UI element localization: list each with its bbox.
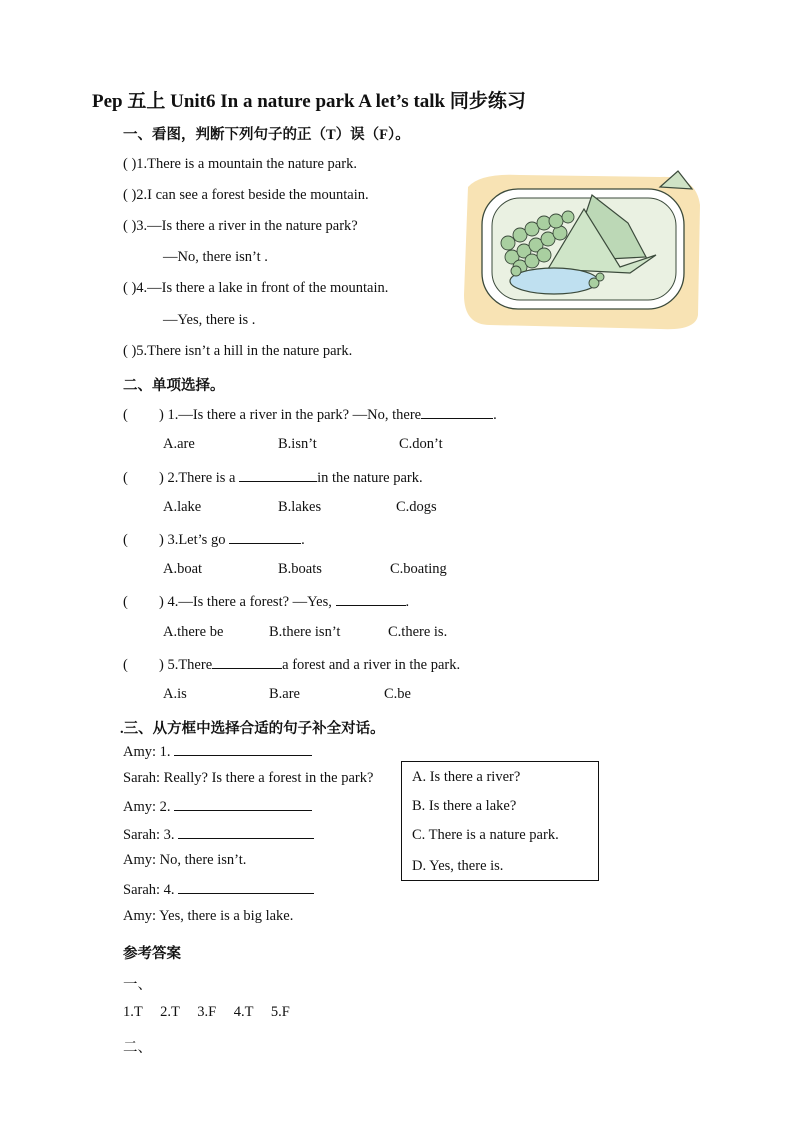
mc-option: C.don’t [399, 436, 443, 452]
mc-option: C.there is. [388, 624, 448, 640]
mc-option: A.boat [163, 561, 203, 577]
paren: ( [123, 280, 128, 296]
mc-option: B.boats [278, 561, 322, 577]
mc-option: B.isn’t [278, 436, 317, 452]
paren: ( [123, 470, 128, 486]
answer-blank [229, 530, 301, 544]
answer-blank [421, 405, 493, 419]
paren: ( [123, 657, 128, 673]
dialogue-line-4: Sarah: 3. [123, 825, 314, 844]
mc-option: A.lake [163, 499, 202, 515]
option-c: C. There is a nature park. [412, 827, 559, 843]
nature-park-illustration [460, 165, 702, 333]
tf-item-3-answer: —No, there isn’t . [163, 249, 268, 265]
answer-1: 1.T [123, 1004, 143, 1020]
mc-question-2: ( ) 2.There is a in the nature park. [123, 470, 423, 486]
answer-blank [178, 825, 314, 839]
paren: ( [123, 343, 128, 359]
section1-heading: 一、看图，判断下列句子的正（T）误（F）。 [123, 127, 410, 143]
tf-item-5: ( )5.There isn’t a hill in the nature park. [123, 343, 353, 359]
paren: ( [123, 407, 128, 423]
tf-item-2: ( )2.I can see a forest beside the mountain. [123, 187, 369, 203]
answers-part2-label: 二、 [123, 1040, 152, 1056]
section3-heading: .三、从方框中选择合适的句子补全对话。 [120, 721, 385, 737]
mc-question-4: ( ) 4.—Is there a forest? —Yes, . [123, 594, 410, 610]
mc-question-5: ( ) 5.There a forest and a river in the park. [123, 657, 461, 673]
paren: ( [123, 532, 128, 548]
answer-blank [178, 880, 314, 894]
mc-option: B.are [269, 686, 300, 702]
dialogue-line-7: Amy: Yes, there is a big lake. [123, 908, 294, 924]
dialogue-line-1: Amy: 1. [123, 742, 312, 761]
mc-option: C.dogs [396, 499, 437, 515]
option-a: A. Is there a river? [412, 769, 521, 785]
tf-item-4-answer: —Yes, there is . [163, 312, 256, 328]
mc-option: C.be [384, 686, 411, 702]
tf-item-1: ( )1.There is a mountain the nature park. [123, 156, 357, 172]
answer-5: 5.F [270, 1004, 290, 1020]
page-title: Pep 五上 Unit6 In a nature park A let’s talk 同步练习 [92, 91, 526, 112]
answer-blank [212, 655, 282, 669]
tf-item-4: ( )4.—Is there a lake in front of the mountain. [123, 280, 389, 296]
mc-option: A.is [163, 686, 187, 702]
mc-option: B.lakes [278, 499, 322, 515]
mc-question-3: ( ) 3.Let’s go . [123, 532, 305, 548]
mc-option: A.are [163, 436, 195, 452]
dialogue-line-6: Sarah: 4. [123, 880, 314, 899]
tf-item-3: ( )3.—Is there a river in the nature park? [123, 218, 358, 234]
mc-question-1: ( ) 1.—Is there a river in the park? —No, there . [123, 407, 497, 423]
answer-3: 3.F [197, 1004, 217, 1020]
section2-heading: 二、单项选择。 [123, 378, 225, 394]
paren: ( [123, 187, 128, 203]
answers-part1 [123, 1004, 290, 1021]
answer-2: 2.T [160, 1004, 180, 1020]
paren: ( [123, 156, 128, 172]
answer-blank [174, 797, 312, 811]
mc-option: B.there isn’t [269, 624, 341, 640]
mc-option: C.boating [390, 561, 447, 577]
option-d: D. Yes, there is. [412, 858, 504, 874]
answer-4: 4.T [233, 1004, 254, 1020]
dialogue-line-2: Sarah: Really? Is there a forest in the park? [123, 770, 374, 786]
dialogue-line-5: Amy: No, there isn’t. [123, 852, 247, 868]
paren: ( [123, 594, 128, 610]
mc-option: A.there be [163, 624, 224, 640]
answer-blank [174, 742, 312, 756]
answer-blank [336, 592, 406, 606]
answers-part1-label: 一、 [123, 977, 152, 993]
answer-blank [239, 468, 317, 482]
option-b: B. Is there a lake? [412, 798, 517, 814]
dialogue-line-3: Amy: 2. [123, 797, 312, 816]
lake [510, 268, 598, 294]
answers-heading: 参考答案 [123, 946, 181, 962]
options-box [401, 761, 599, 881]
paren: ( [123, 218, 128, 234]
